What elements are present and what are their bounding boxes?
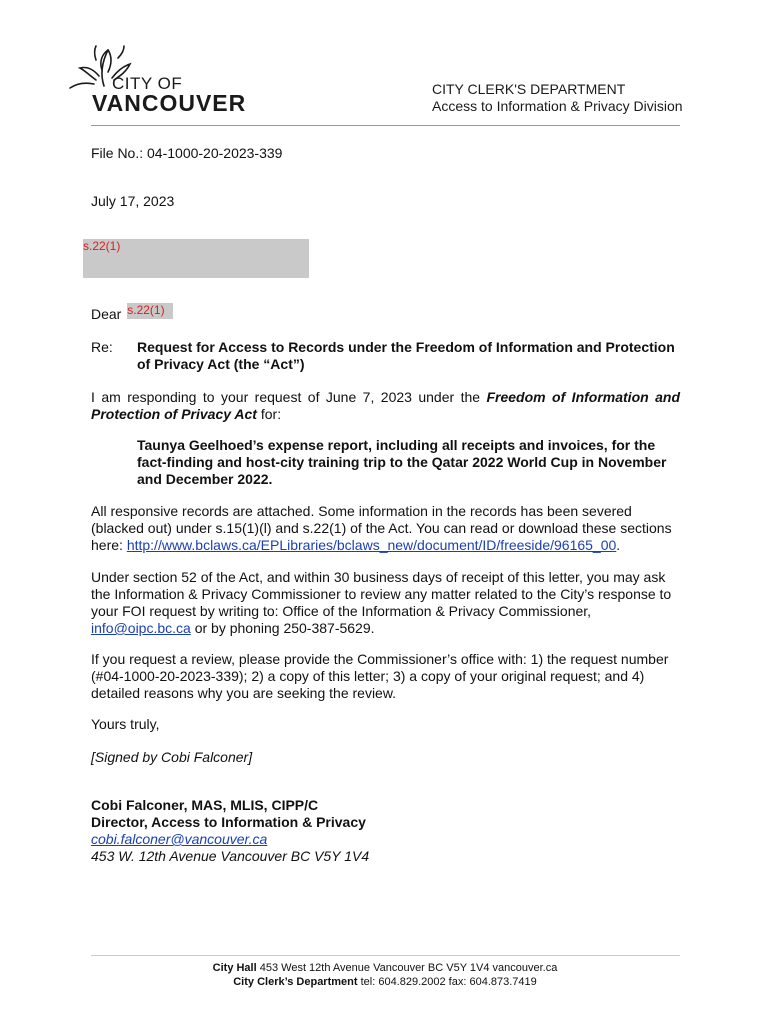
letter-date: July 17, 2023 [91,193,175,209]
signatory-name: Cobi Falconer, MAS, MLIS, CIPP/C [91,797,319,813]
file-number: File No.: 04-1000-20-2023-339 [91,145,283,161]
redaction-label: s.22(1) [83,239,121,253]
signatory-email-link[interactable]: cobi.falconer@vancouver.ca [91,831,268,847]
footer: City Hall 453 West 12th Avenue Vancouver BC V5Y 1V4 vancouver.ca City Clerk’s Department tel: 604.829.2002 fax: 604.873.7419 [212,962,558,988]
oipc-email-link[interactable]: info@oipc.bc.ca [91,620,191,636]
city-logo [66,40,247,120]
header-divider [91,125,680,126]
closing: Yours truly, [91,716,160,732]
review-rights-paragraph: Under section 52 of the Act, and within 30 business days of receipt of this letter, you may ask the Information & Privacy Commissioner to review any matter related to the City’s response to your FOI request by writing to: Office of the Information & Privacy Commissioner, info@oipc.bc.ca or by phoning 250-387-5629. [91,569,672,636]
review-request-paragraph: If you request a review, please provide the Commissioner’s office with: 1) the request number (#04-1000-20-2023-339); 2) a copy of this letter; 3) a copy of your original request; and 4) detailed reasons why you are seeking the review. [91,651,669,701]
signatory-title: Director, Access to Information & Privacy [91,814,366,830]
footer-divider [91,955,680,956]
logo-vancouver: VANCOUVER [92,90,247,116]
department-name: CITY CLERK'S DEPARTMENT [432,81,626,97]
redacted-name: s.22(1) [127,303,173,319]
salutation [91,303,173,323]
signature-block [91,797,369,865]
signed-note: [Signed by Cobi Falconer] [91,749,253,765]
re-subject: Request for Access to Records under the Freedom of Information and Protection of Privacy Act (the “Act”) [137,339,675,372]
request-description: Taunya Geelhoed’s expense report, including all receipts and invoices, for the fact-finding and host-city training trip to the Qatar 2022 World Cup in November and December 2022. [137,437,667,487]
bclaws-link[interactable]: http://www.bclaws.ca/EPLibraries/bclaws_new/document/ID/freeside/96165_00 [126,537,617,553]
department-header [432,81,683,115]
intro-paragraph: I am responding to your request of June 7, 2023 under the Freedom of Information and Protection of Privacy Act for: [91,389,680,422]
logo-city-of: CITY OF [112,74,183,93]
division-name: Access to Information & Privacy Division [432,98,683,114]
severance-paragraph: All responsive records are attached. Some information in the records has been severed (blacked out) under s.15(1)(l) and s.22(1) of the Act. You can read or download these sections here: http://www.bclaws.ca/EPLibraries/bclaws_new/document/ID/freeside/96165_00. [91,503,672,553]
redacted-address-block [83,239,309,278]
salutation-prefix: Dear [91,306,122,322]
re-label: Re: [91,339,113,355]
signatory-address: 453 W. 12th Avenue Vancouver BC V5Y 1V4 [91,848,370,864]
